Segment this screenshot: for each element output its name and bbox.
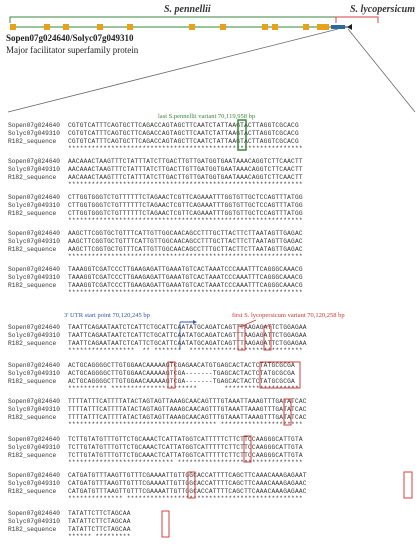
sequence-text: TAATTCAGAATAATCTCATTCTGCATTCAATATGCAGATCAGTTTAAGAGATTCTGGAGAA [68,324,307,331]
sequence-label: R182_sequence [8,173,57,181]
sequence-text: AAGCTTCGGTGCTGTTTCATTGTTGGCAACAGCCTTTGCTTACTTCTTAATAGTTGAGAC [68,230,303,237]
sequence-label: R182_sequence [8,137,57,145]
sequence-text: ************************************************************ [68,145,303,153]
sequence-text: TAAAGGTCGATCCCTTGAAGAGATTGAAATGTCACTAAATCCCAAATTTCAGGGCAAACG [68,281,303,289]
sequence-text: CTTGGTGGGTCTGTTTTTTCTAGAACTCGTTCAGAAATTTGGTGTTGCTCCAGTTTATGG [68,194,303,201]
sequence-label: Sopen07g024640 [8,122,60,129]
sequence-text: TATATTCTTCTAGCAA [68,510,131,517]
gene-id: Sopen07g024640/Solyc07g049310 [6,33,134,43]
sequence-label: Solyc07g049310 [8,331,60,339]
sequence-text: *************************** ******************************** [68,459,303,467]
sequence-text: CGTGTCATTTCAGTGCTTCAGACCAGTAGCTTCAATCTATTAAGTACTTAGGTCGCACG [68,137,299,145]
sequence-text: ACTGCAGGGGCTTGTGGAACAAAAAGTCGA-------TGAGCACTACTCTATGCGCGA [68,369,295,377]
sequence-text: ********** ********************** ******************* [68,385,299,393]
sequence-label: Solyc07g049310 [8,443,60,451]
sequence-label: Sopen07g024640 [8,362,60,369]
variant-box-5 [284,399,291,425]
sequence-text: ACTGCAGGGGCTTGTGGAACAAAAAGTCGAGAACATGTGAGCACTACTCTATGCGCGA [68,362,295,369]
last-pennellii-variant-label: last S.pennellii variant 70,119,958 bp [158,113,256,120]
species-label-pennellii: S. pennellii [164,4,211,15]
first-lycopersicum-variant-label: first S. lycopersicum variant 70,120,258 bp [232,312,345,319]
sequence-label: R182_sequence [8,413,57,421]
sequence-text: TAATTCAGAATAATCTCATTCTGCATTCAATATGCAGATCAGTTTAAGAGATTCTGGAGAA [68,339,307,347]
pennellii-variant-box [238,120,246,150]
sequence-text: ************** ********************************************* [68,495,307,503]
variant-box-9 [162,511,169,537]
sequence-text: TATATTCTTCTAGCAA [68,525,131,533]
sequence-label: R182_sequence [8,245,57,253]
sequence-label: R182_sequence [8,451,57,459]
sequence-text: CATGATGTTTAAGTTGTTTCGAAAATTGTTGGCACCATTTTCAGCTTCAAACAAAGAGAAC [68,479,307,487]
sequence-text: CGTGTCATTTCAGTGCTTCAGACCAGTAGCTTCAATCTATTAAGTACTTAGGTCGCACG [68,122,299,129]
sequence-text: ************************************************************ [68,181,303,189]
sequence-label: R182_sequence [8,339,57,347]
sequence-text: TAAAGGTCGATCCCTTGAAGAGATTGAAATGTCACTAAATCCCAAATTTCAGGGCAAACG [68,273,303,281]
sequence-label: Solyc07g049310 [8,237,60,245]
sequence-text: TAATTCAGAATAATCTCATTCTGCATTCAATATGCAGATCAGTTTAAGAGATTCTGGAGAA [68,331,307,339]
sequence-text: TAAAGGTCGATCCCTTGAAGAGATTGAAATGTCACTAAATCCCAAATTTCAGGGCAAACG [68,266,303,273]
sequence-label: Solyc07g049310 [8,405,60,413]
sequence-text: ************************************************************ [68,253,303,261]
sequence-label: R182_sequence [8,487,57,495]
sequence-label: R182_sequence [8,377,57,385]
sequence-text: CTTGGTGGGTCTGTTTTTTCTAGAACTCGTTCAGAAATTTGGTGTTGCTCCAGTTTATGG [68,201,303,209]
sequence-text: CTTGGTGGGTCTGTTTTTTCTAGAACTCGTTCAGAAATTTGGTGTTGCTCCAGTTTATGG [68,209,303,217]
sequence-label: Sopen07g024640 [8,398,60,405]
sequence-text: ************************************************************ [68,289,303,297]
sequence-text: ***************** ** ******* ***************************** [68,347,303,355]
sequence-label: Sopen07g024640 [8,230,60,237]
sequence-text: AACAAACTAAGTTTCTATTTATCTTGACTTGTTGATGGTGAATAAACAGGTCTTCAACTT [68,165,303,173]
sequence-label: Sopen07g024640 [8,266,60,273]
variant-box-1 [238,326,245,350]
sequence-label: Sopen07g024640 [8,472,60,479]
sequence-text: AAGCTTCGGTGCTGTTTCATTGTTGGCAACAGCCTTTGCTTACTTCTTAATAGTTGAGAC [68,237,303,245]
sequence-label: Sopen07g024640 [8,436,60,443]
utr-start-label: 3' UTR start point 70,120,245 bp [64,312,150,319]
sequence-text: TTTTATTTCATTTTATACTAGTAGTTAAAGCAACAGTTTGTAAATTAAAGTTTGATATCAC [68,413,307,421]
sequence-label: Solyc07g049310 [8,129,60,137]
sequence-text: AACAAACTAAGTTTCTATTTATCTTGACTTGTTGATGGTGAATAAACAGGTCTTCAACTT [68,158,303,165]
variant-box-8 [404,472,412,498]
sequence-text: AAGCTTCGGTGCTGTTTCATTGTTGGCAACAGCCTTTGCTTACTTCTTAATAGTTGAGAC [68,245,303,253]
sequence-label: Solyc07g049310 [8,201,60,209]
sequence-label: Solyc07g049310 [8,273,60,281]
gene-description: Major facilitator superfamily protein [6,45,139,55]
sequence-label: Solyc07g049310 [8,479,60,487]
sequence-text: TATATTCTTCTAGCAA [68,517,131,525]
variant-box-4 [260,362,300,388]
sequence-label: Sopen07g024640 [8,158,60,165]
variant-box-7 [188,472,195,498]
variant-box-3 [168,362,175,388]
sequence-text: CATGATGTTTAAGTTGTTTCGAAAATTGTTGGCACCATTTTCAGCTTCAAACAAAGAGAAT [68,472,307,479]
sequence-text: TCTTGTATGTTTGTTCTGCAAACTCATTATGGTCATTTTTCTTCTTCCAAGGGCATTGTA [68,436,303,443]
sequence-label: R182_sequence [8,525,57,533]
sequence-label: Sopen07g024640 [8,194,60,201]
sequence-text: TCTTGTATGTTTGTTCTGCAAACTCATTATGGTCATTTTTCTTCTTCCAAGGGCATTGTA [68,443,303,451]
sequence-text: TTTTATTTCATTTTATACTAGTAGTTAAAGCAACAGTTTGTAAATTAAAGTTTGATATCAC [68,398,307,405]
sequence-text: ACTGCAGGGGCTTGTGGAACAAAAAGTCGA-------TGAGCACTACTCTATGCGCGA [68,377,295,385]
variant-box-6 [244,436,251,462]
sequence-label: R182_sequence [8,209,57,217]
sequence-label: Solyc07g049310 [8,369,60,377]
sequence-text: TCTTGTATGTTTGTTCTGCAAACTCATTATGGTCATTTTTCTTCTTCCAAGGGCATTGTA [68,451,303,459]
sequence-text: TTTTATTTCATTTTATACTAGTAGTTAAAGCAACAGTTTGTAAATTAAAGTTTGATATCAC [68,405,307,413]
utr-arrow-head-icon [193,320,197,324]
sequence-label: Solyc07g049310 [8,165,60,173]
species-label-lycopersicum: S. lycopersicum [350,4,415,15]
sequence-text: ************************************************************ [68,217,303,225]
sequence-label: Sopen07g024640 [8,324,60,331]
sequence-label: R182_sequence [8,281,57,289]
sequence-text: ****** ********* [68,533,131,541]
sequence-text: CGTGTCATTTCAGTGCTTCAGACCAGTAGCTTCAATCTATTAAGTACTTAGGTCGCACG [68,129,299,137]
sequence-label: Sopen07g024640 [8,510,60,517]
sequence-label: Solyc07g049310 [8,517,60,525]
sequence-text: ************************************** ********************* [68,421,303,429]
sequence-text: CATGATGTTTAAGTTGTTTCGAAAATTGTTGGCACCATTTTCAGCTTCAAACAAAGAGAAC [68,487,307,495]
sequence-text: AACAAACTAAGTTTCTATTTATCTTGACTTGTTGATGGTGAATAAACAGGTCTTCAACTT [68,173,303,181]
variant-box-2 [264,326,271,350]
